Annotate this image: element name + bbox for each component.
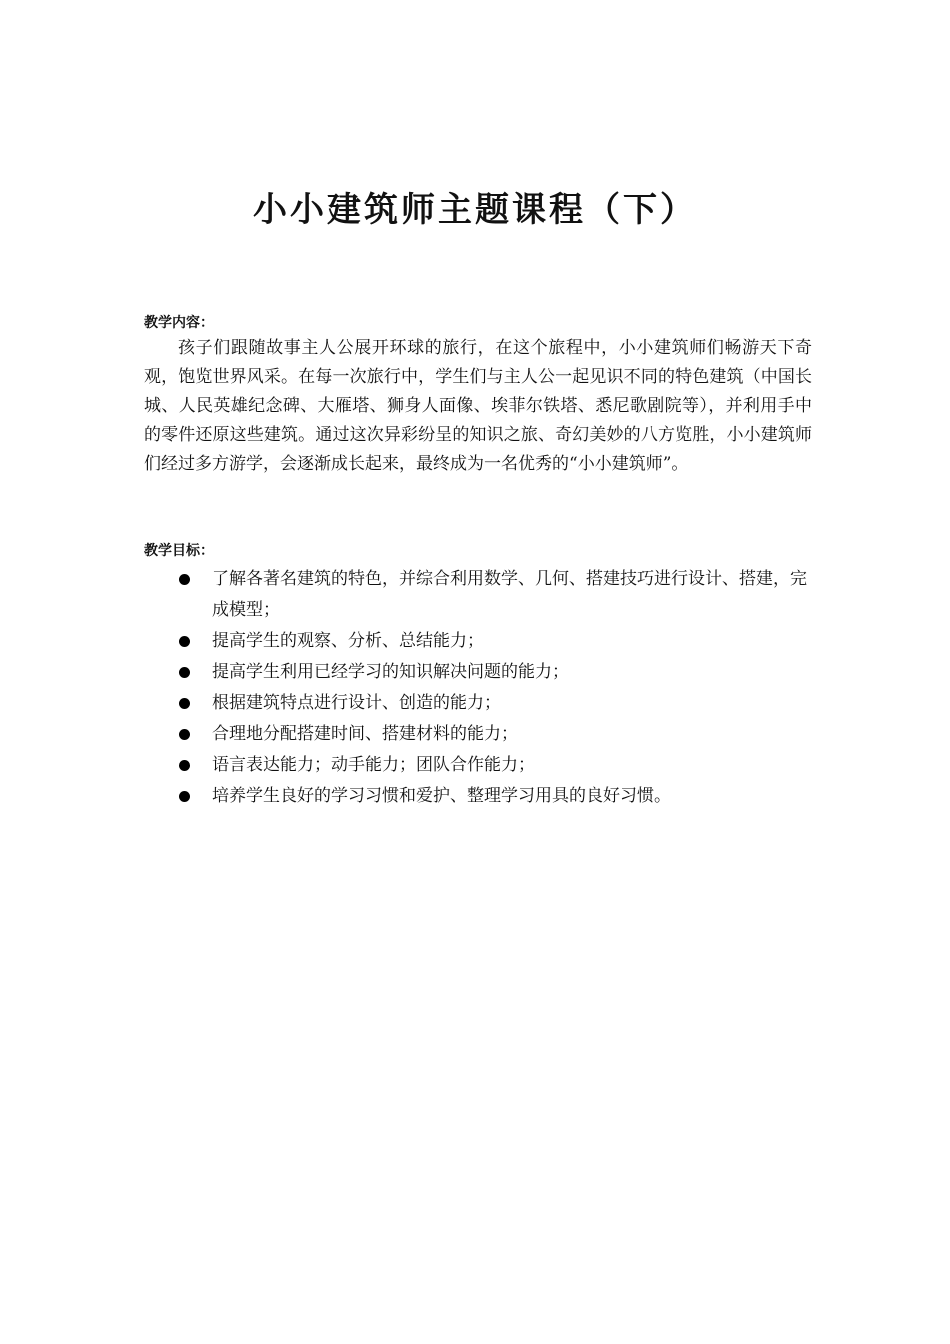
bullet-icon [179, 574, 190, 585]
bullet-icon [179, 636, 190, 647]
content-section-label: 教学内容： [144, 315, 214, 331]
goals-section-label: 教学目标： [144, 543, 214, 559]
goal-item [144, 564, 812, 626]
goal-text: 提高学生的观察、分析、总结能力； [212, 631, 484, 651]
goal-item [144, 657, 812, 688]
goal-text: 语言表达能力；动手能力；团队合作能力； [212, 755, 535, 775]
bullet-icon [179, 667, 190, 678]
goal-item [144, 781, 812, 812]
goal-item [144, 750, 812, 781]
bullet-icon [179, 791, 190, 802]
goals-list [144, 564, 812, 812]
goal-text: 培养学生良好的学习习惯和爱护、整理学习用具的良好习惯。 [212, 786, 671, 806]
goal-text: 根据建筑特点进行设计、创造的能力； [212, 693, 501, 713]
goal-text: 合理地分配搭建时间、搭建材料的能力； [212, 724, 518, 744]
bullet-icon [179, 698, 190, 709]
goal-item [144, 626, 812, 657]
content-paragraph: 孩子们跟随故事主人公展开环球的旅行，在这个旅程中，小小建筑师们畅游天下奇观，饱览世界风采。在每一次旅行中，学生们与主人公一起见识不同的特色建筑（中国长城、人民英雄纪念碑、大雁塔、狮身人面像、埃菲尔铁塔、悉尼歌剧院等），并利用手中的零件还原这些建筑。通过这次异彩纷呈的知识之旅、奇幻美妙的八方览胜，小小建筑师们经过多方游学，会逐渐成长起来，最终成为一名优秀的“小小建筑师”。 [144, 338, 812, 474]
bullet-icon [179, 729, 190, 740]
goal-item [144, 688, 812, 719]
goal-text: 了解各著名建筑的特色，并综合利用数学、几何、搭建技巧进行设计、搭建，完成模型； [212, 569, 807, 620]
document-title: 小小建筑师主题课程（下） [253, 190, 697, 230]
bullet-icon [179, 760, 190, 771]
goal-item [144, 719, 812, 750]
goal-text: 提高学生利用已经学习的知识解决问题的能力； [212, 662, 569, 682]
